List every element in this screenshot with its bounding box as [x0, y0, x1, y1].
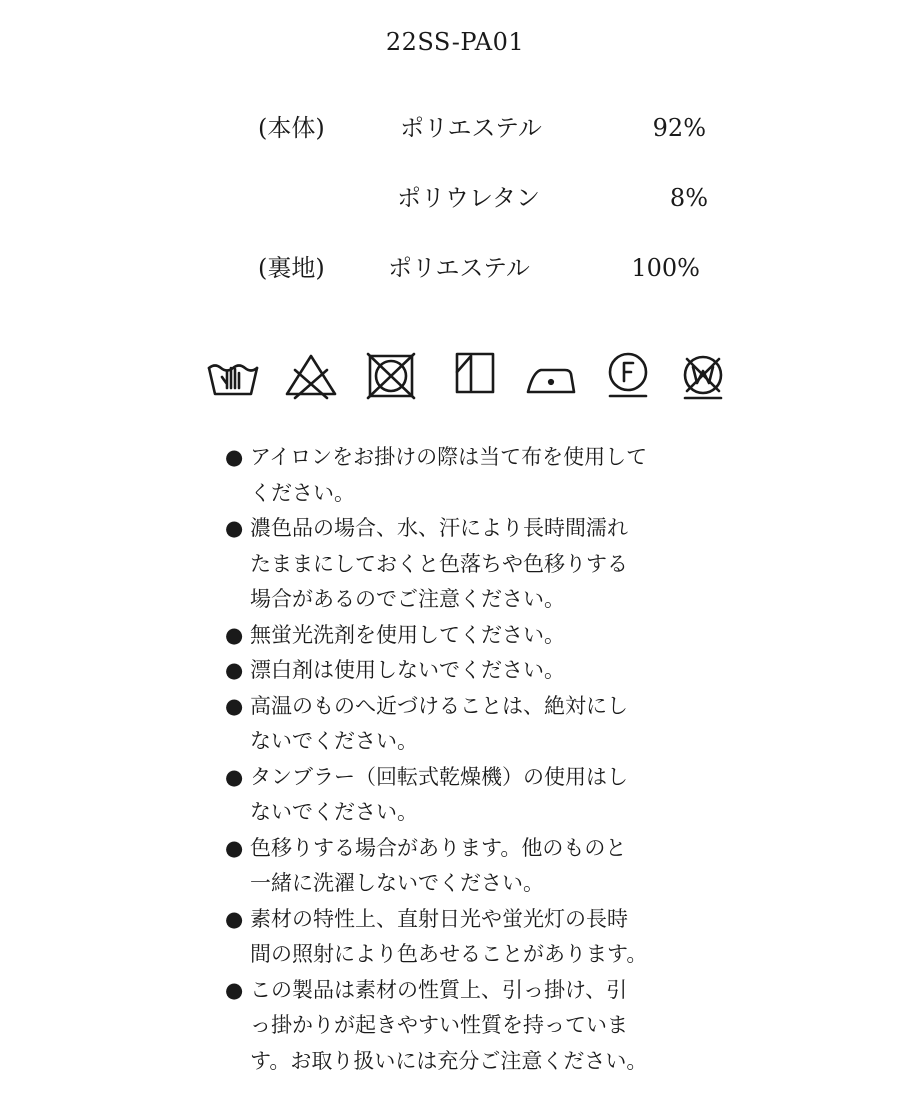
care-note-line: アイロンをお掛けの際は当て布を使用して — [250, 445, 648, 469]
bullet-icon: ● — [225, 622, 244, 647]
composition-row — [0, 181, 920, 215]
care-note — [225, 902, 705, 973]
care-note — [225, 511, 705, 618]
care-notes-list — [225, 440, 705, 1079]
care-symbols — [205, 350, 730, 402]
care-note — [225, 618, 705, 654]
composition-percent: 92% — [652, 114, 706, 142]
care-note-line: 高温のものへ近づけることは、絶対にし — [250, 693, 628, 718]
care-note — [225, 973, 705, 1080]
bullet-icon: ● — [225, 906, 244, 931]
composition-material: ポリウレタン — [397, 184, 541, 212]
hand-wash-icon — [205, 350, 261, 402]
care-note-line: 濃色品の場合、水、汗により長時間濡れ — [250, 516, 628, 540]
care-note-line: タンブラー（回転式乾燥機）の使用はし — [250, 764, 628, 789]
bullet-icon: ● — [225, 693, 244, 718]
bullet-icon: ● — [225, 658, 244, 682]
product-code: 22SS-PA01 — [385, 28, 525, 56]
care-note-line: す。お取り扱いには充分ご注意ください。 — [250, 1048, 648, 1073]
no-wet-clean-icon — [675, 350, 731, 402]
care-note-line: ください。 — [250, 480, 355, 505]
composition-material: ポリエステル — [400, 114, 542, 142]
care-note-line: 場合があるのでご注意ください。 — [250, 587, 565, 611]
bullet-icon: ● — [225, 835, 244, 860]
composition-row — [0, 111, 920, 145]
iron-low-icon — [523, 350, 579, 402]
composition-percent: 8% — [669, 184, 708, 212]
care-note-line: 間の照射により色あせることがあります。 — [250, 942, 648, 966]
care-note-line: 色移りする場合があります。他のものと — [250, 835, 627, 860]
care-note-line: ないでください。 — [250, 800, 418, 824]
composition-part: (裏地) — [258, 254, 325, 282]
care-note — [225, 760, 705, 831]
care-note — [225, 831, 705, 902]
bullet-icon: ● — [225, 764, 244, 789]
care-note — [225, 653, 705, 689]
care-note — [225, 689, 705, 760]
no-bleach-icon — [283, 350, 339, 402]
care-note-line: っ掛かりが起きやすい性質を持っていま — [250, 1013, 628, 1037]
bullet-icon: ● — [225, 516, 244, 540]
composition-material: ポリエステル — [388, 254, 530, 282]
care-note-line: 無蛍光洗剤を使用してください。 — [250, 622, 565, 647]
care-note-line: 素材の特性上、直射日光や蛍光灯の長時 — [250, 906, 628, 931]
composition-percent: 100% — [631, 254, 700, 282]
dry-clean-f-icon — [600, 350, 656, 402]
composition-row — [0, 251, 920, 285]
care-note-line: たままにしておくと色落ちや色移りする — [250, 551, 628, 576]
care-note-line: 漂白剤は使用しないでください。 — [250, 658, 565, 682]
composition-part: (本体) — [258, 114, 325, 142]
care-note — [225, 440, 705, 511]
line-dry-icon — [447, 350, 503, 402]
care-note-line: この製品は素材の性質上、引っ掛け、引 — [250, 977, 628, 1002]
care-note-line: 一緒に洗濯しないでください。 — [250, 871, 544, 895]
bullet-icon: ● — [225, 977, 244, 1002]
care-note-line: ないでください。 — [250, 729, 418, 753]
bullet-icon: ● — [225, 445, 244, 469]
no-tumble-dry-icon — [363, 350, 419, 402]
